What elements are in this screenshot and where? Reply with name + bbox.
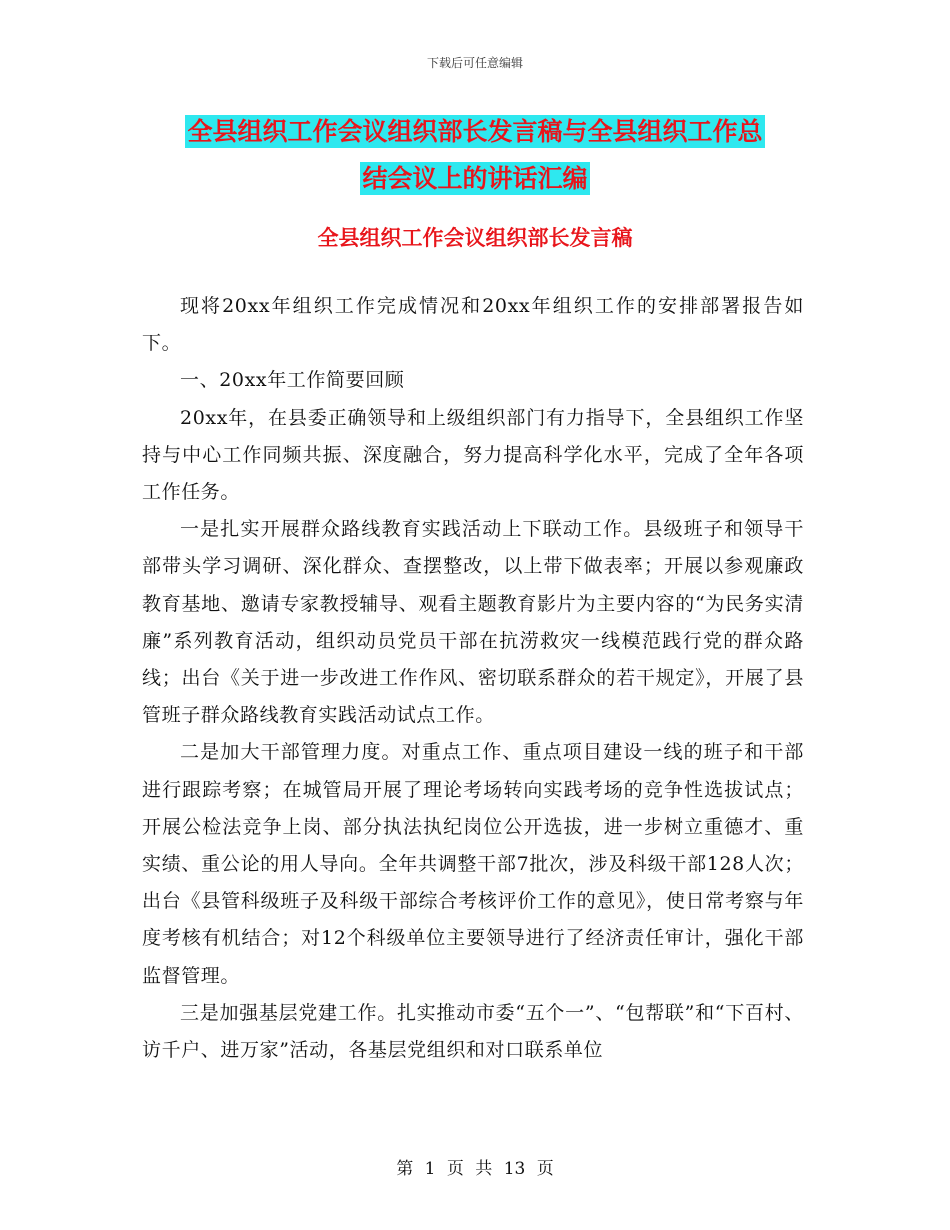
paragraph: 一是扎实开展群众路线教育实践活动上下联动工作。县级班子和领导干部带头学习调研、深化群众、查摆整改，以上带下做表率；开展以参观廉政教育基地、邀请专家教授辅导、观看主题教育影片为主要内容的“为民务实清廉”系列教育活动，组织动员党员干部在抗涝救灾一线模范践行党的群众路线；出台《关于进一步改进工作作风、密切联系群众的若干规定》，开展了县管班子群众路线教育实践活动试点工作。 bbox=[142, 518, 804, 727]
header-note: 下载后可任意编辑 bbox=[426, 56, 523, 70]
paragraph: 二是加大干部管理力度。对重点工作、重点项目建设一线的班子和干部进行跟踪考察；在城管局开展了理论考场转向实践考场的竞争性选拔试点；开展公检法竞争上岗、部分执法执纪岗位公开选拔，进一步树立重德才、重实绩、重公论的用人导向。全年共调整干部7批次，涉及科级干部128人次；出台《县管科级班子及科级干部综合考核评价工作的意见》，使日常考察与年度考核有机结合；对12个科级单位主要领导进行了经济责任审计，强化干部监督管理。 bbox=[142, 741, 804, 987]
paragraph: 一、20xx年工作简要回顾 bbox=[180, 369, 405, 392]
paragraph: 现将20xx年组织工作完成情况和20xx年组织工作的安排部署报告如下。 bbox=[142, 295, 804, 355]
paragraph: 三是加强基层党建工作。扎实推动市委“五个一”、“包帮联”和“下百村、访千户、进万家”活动，各基层党组织和对口联系单位 bbox=[142, 1001, 804, 1062]
paragraph: 20xx年，在县委正确领导和上级组织部门有力指导下，全县组织工作坚持与中心工作同频共振、深度融合，努力提高科学化水平，完成了全年各项工作任务。 bbox=[142, 406, 804, 504]
title-line-2: 结会议上的讲话汇编 bbox=[362, 164, 588, 193]
section-title: 全县组织工作会议组织部长发言稿 bbox=[317, 226, 633, 250]
body-text bbox=[142, 288, 804, 1069]
document-title bbox=[0, 108, 950, 202]
page-number-footer: 第 1 页 共 13 页 bbox=[396, 1159, 554, 1179]
title-line-1: 全县组织工作会议组织部长发言稿与全县组织工作总 bbox=[187, 117, 763, 146]
